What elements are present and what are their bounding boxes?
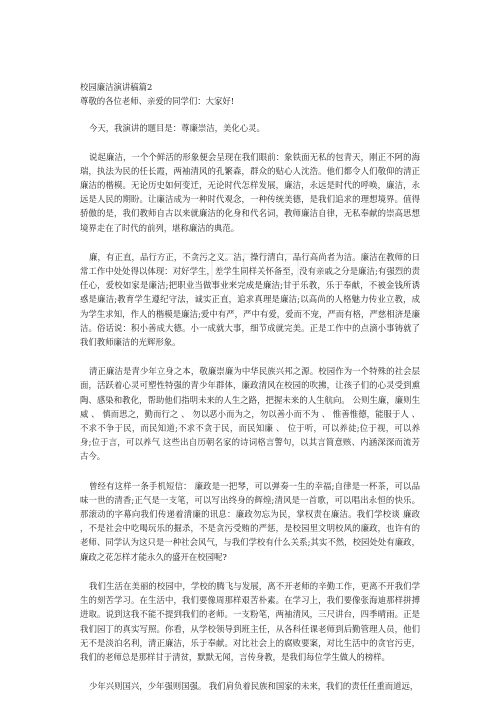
paragraph-gap: [80, 564, 420, 579]
paragraph-topic: 今天，我演讲的题目是：尊廉崇洁，美化心灵。: [89, 123, 265, 134]
doc-watermark-icon: [210, 250, 300, 290]
paragraph-gap: [80, 136, 420, 150]
paragraph-role-models: 说起廉洁，一个个鲜活的形象便会呈现在我们眼前：象铁面无私的包青天，刚正不阿的海瑞，执法为民的任长霞，两袖清风的孔繁森，群众的贴心人沈浩。他们都令人们敬仰的清正廉洁的楷模。无论历史如何变迁，无论时代怎样发展，廉洁，永远是时代的呼唤，廉洁，永远是人民的期盼。让廉洁成为一种时代观念，一种传统美德，是我们追求的理想境界。值得骄傲的是，我们教师自古以来就廉洁的化身和代名词，教师廉洁自律，无私奉献的崇高思想境界走在了时代的前列，堪称廉洁的典范。: [80, 151, 420, 233]
paragraph-teachers: 我们生活在美丽的校园中，学校的腾飞与发展，离不开老师的辛勤工作，更离不开我们学生的刻苦学习。在生活中，我们要像周那样艰苦朴素。在学习上，我们要像张海迪那样拼搏进取。说到这我不能不提到我们的老师。一支粉笔，两袖清风，三尺讲台，四季晴雨。正是我们园丁的真实写照。你看，从学校领导到班主任，从各科任课老师到后勤管理人员，他们无不是淡泊名利，清正廉洁，乐于奉献。对比社会上的腐败要案，对比生活中的贪官污吏，我们的老师总是那样甘于清贫，默默无闻，言传身教，是我们每位学生做人的榜样。: [80, 580, 420, 662]
paragraph-closing: 少年兴则国兴，少年强则国强。 我们肩负着民族和国家的未来，我们的责任任重而道远，: [89, 681, 419, 692]
paragraph-gap: [80, 464, 420, 479]
paragraph-gap: [80, 349, 420, 364]
document-body: [80, 80, 420, 693]
paragraph-definition: 廉，有正直，品行方正，不贪污之义。洁，操行清白，品行高尚者为洁。廉洁在教师的日常工作中处处得以体现：对好学生，差学生同样关怀备至，没有亲戚之分是廉洁;有强烈的责任心，爱校如家是廉洁;把职业当做事业来完成是廉洁;甘于乐教，乐于奉献，不被金钱所诱惑是廉洁;教育学生遵纪守法，诚实正直，追求真理是廉洁;以高尚的人格魅力传业立教，成为学生求知，作人的楷模是廉洁;爱中有严，严中有爱，爱而不宠，严而有格，严慈相济是廉洁。俗话说：积小善成大德。小一成就大事，细节成就完美。正是工作中的点滴小事铸就了我们教师廉洁的光辉形象。: [80, 251, 420, 348]
paragraph-sms: 曾经有这样一条手机短信： 廉政是一把琴，可以弹奏一生的幸福;自律是一杯茶，可以品味一世的清香;正气是一支笔，可以写出终身的辉煌;清风是一首歌，可以唱出永恒的快乐。那滚动的字幕向我们传递着清廉的讯息：廉政勿忘为民，掌权责在廉洁。我们学校谈 廉政 ，不是社会中吃喝玩乐的掘杀，不是贪污受贿的严惩，是校园里文明校风的廉政，也许有的老师、同学认为这只是一种社会风气，与我们学校有什么关系;其实不然，校园处处有廉政，廉政之花怎样才能永久的盛开在校园呢?: [80, 480, 420, 562]
salutation: 尊敬的各位老师、亲爱的同学们：大家好!: [80, 96, 235, 107]
paragraph-gap: [80, 235, 420, 250]
document-title: 校园廉洁演讲稿篇2: [80, 82, 153, 92]
paragraph-campus: 清正廉洁是青少年立身之本，敬廉崇廉为中华民族兴邦之源。校园作为一个特殊的社会层面，活跃着心灵可塑性特强的青少年群体，廉政清风在校园的吹拂，让孩子们的心灵受到熏陶、感染和教化，帮助他们指明未来的人生之路，把握未来的人生航向。 公则生廉，廉则生威 、 慎而思之，勤而行之 、 勿以恶小而为之，勿以善小而不为 、 惟善惟德，能服于人 、 不求不争于民，而民知道;不求不贪于民，而民知廉 、 位于听，可以养徒;位于视，可以养身;位于言，可以养气 这些出自历朝名家的诗词格言警句，以其言简意赅、内涵深深而流芳古今。: [80, 366, 420, 462]
paragraph-gap: [80, 664, 420, 679]
paragraph-gap: [80, 108, 420, 121]
